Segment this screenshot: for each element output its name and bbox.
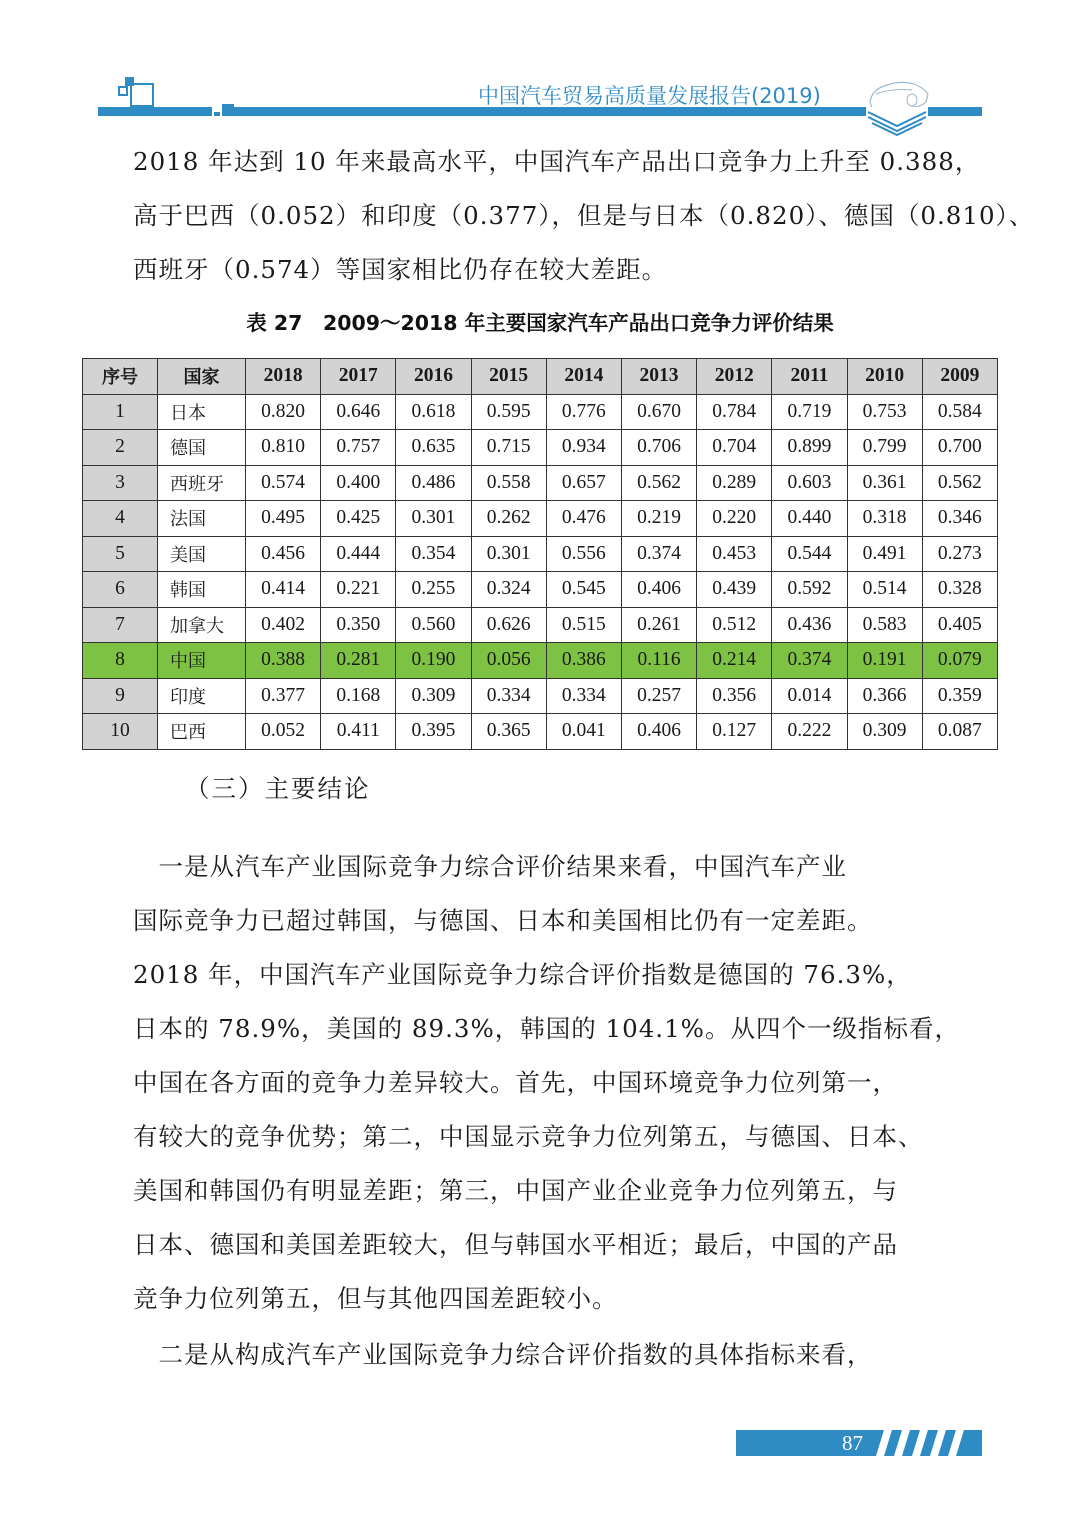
score-cell: 0.706 [621, 430, 696, 466]
country-name: 美国 [158, 536, 246, 572]
country-name: 印度 [158, 678, 246, 714]
score-cell: 0.544 [772, 536, 847, 572]
table-row [83, 572, 998, 608]
column-header: 2014 [546, 359, 621, 395]
body-line-3: 2018 年，中国汽车产业国际竞争力综合评价指数是德国的 76.3%， [133, 960, 912, 989]
header-rule-left [98, 107, 212, 116]
body-line-6: 有较大的竞争优势；第二，中国显示竞争力位列第五，与德国、日本、 [133, 1122, 924, 1151]
body-line-9: 竞争力位列第五，但与其他四国差距较小。 [133, 1284, 618, 1313]
score-cell: 0.495 [246, 501, 321, 537]
score-cell: 0.262 [471, 501, 546, 537]
header-rule-dot [214, 112, 220, 116]
score-cell: 0.405 [922, 607, 997, 643]
score-cell: 0.219 [621, 501, 696, 537]
score-cell: 0.386 [546, 643, 621, 679]
score-cell: 0.261 [621, 607, 696, 643]
score-cell: 0.214 [697, 643, 772, 679]
table-header-row [83, 359, 998, 395]
score-cell: 0.377 [246, 678, 321, 714]
score-cell: 0.168 [321, 678, 396, 714]
body-line-2: 国际竞争力已超过韩国，与德国、日本和美国相比仍有一定差距。 [133, 906, 873, 935]
column-header: 2009 [922, 359, 997, 395]
score-cell: 0.603 [772, 465, 847, 501]
country-name: 中国 [158, 643, 246, 679]
score-cell: 0.301 [396, 501, 471, 537]
row-index: 3 [83, 465, 158, 501]
body-line-10: 二是从构成汽车产业国际竞争力综合评价指数的具体指标来看， [133, 1340, 873, 1369]
score-cell: 0.116 [621, 643, 696, 679]
score-cell: 0.574 [246, 465, 321, 501]
score-cell: 0.366 [847, 678, 922, 714]
score-cell: 0.411 [321, 714, 396, 750]
table-row [83, 465, 998, 501]
score-cell: 0.087 [922, 714, 997, 750]
score-cell: 0.402 [246, 607, 321, 643]
body-line-5: 中国在各方面的竞争力差异较大。首先，中国环境竞争力位列第一， [133, 1068, 898, 1097]
score-cell: 0.646 [321, 394, 396, 430]
score-cell: 0.257 [621, 678, 696, 714]
score-cell: 0.289 [697, 465, 772, 501]
country-name: 德国 [158, 430, 246, 466]
row-index: 7 [83, 607, 158, 643]
report-title: 中国汽车贸易高质量发展报告(2019) [478, 84, 821, 108]
table-row [83, 501, 998, 537]
score-cell: 0.595 [471, 394, 546, 430]
score-cell: 0.700 [922, 430, 997, 466]
intro-line-1: 2018 年达到 10 年来最高水平，中国汽车产品出口竞争力上升至 0.388， [133, 147, 981, 176]
score-cell: 0.439 [697, 572, 772, 608]
row-index: 10 [83, 714, 158, 750]
column-header: 2017 [321, 359, 396, 395]
column-header: 2012 [697, 359, 772, 395]
score-cell: 0.221 [321, 572, 396, 608]
country-name: 日本 [158, 394, 246, 430]
row-index: 4 [83, 501, 158, 537]
score-cell: 0.374 [621, 536, 696, 572]
score-cell: 0.361 [847, 465, 922, 501]
score-cell: 0.318 [847, 501, 922, 537]
score-cell: 0.453 [697, 536, 772, 572]
score-cell: 0.670 [621, 394, 696, 430]
score-cell: 0.820 [246, 394, 321, 430]
score-cell: 0.545 [546, 572, 621, 608]
score-cell: 0.584 [922, 394, 997, 430]
score-cell: 0.440 [772, 501, 847, 537]
score-cell: 0.301 [471, 536, 546, 572]
score-cell: 0.583 [847, 607, 922, 643]
score-cell: 0.562 [621, 465, 696, 501]
column-header: 2016 [396, 359, 471, 395]
row-index: 8 [83, 643, 158, 679]
score-cell: 0.425 [321, 501, 396, 537]
score-cell: 0.356 [697, 678, 772, 714]
score-cell: 0.014 [772, 678, 847, 714]
score-cell: 0.456 [246, 536, 321, 572]
row-index: 5 [83, 536, 158, 572]
score-cell: 0.127 [697, 714, 772, 750]
score-cell: 0.810 [246, 430, 321, 466]
table-caption: 表 27 2009～2018 年主要国家汽车产品出口竞争力评价结果 [246, 311, 834, 335]
score-cell: 0.491 [847, 536, 922, 572]
column-header: 序号 [83, 359, 158, 395]
score-cell: 0.406 [621, 572, 696, 608]
table-row [83, 536, 998, 572]
score-cell: 0.635 [396, 430, 471, 466]
country-name: 加拿大 [158, 607, 246, 643]
score-cell: 0.558 [471, 465, 546, 501]
score-cell: 0.191 [847, 643, 922, 679]
score-cell: 0.255 [396, 572, 471, 608]
country-name: 韩国 [158, 572, 246, 608]
score-cell: 0.556 [546, 536, 621, 572]
column-header: 国家 [158, 359, 246, 395]
score-cell: 0.365 [471, 714, 546, 750]
score-cell: 0.222 [772, 714, 847, 750]
score-cell: 0.657 [546, 465, 621, 501]
car-chevron-icon [862, 72, 932, 136]
score-cell: 0.776 [546, 394, 621, 430]
intro-line-3: 西班牙（0.574）等国家相比仍存在较大差距。 [133, 255, 668, 284]
score-cell: 0.041 [546, 714, 621, 750]
score-cell: 0.354 [396, 536, 471, 572]
body-line-4: 日本的 78.9%，美国的 89.3%，韩国的 104.1%。从四个一级指标看， [133, 1014, 960, 1043]
score-cell: 0.515 [546, 607, 621, 643]
score-cell: 0.273 [922, 536, 997, 572]
score-cell: 0.899 [772, 430, 847, 466]
score-cell: 0.618 [396, 394, 471, 430]
score-cell: 0.281 [321, 643, 396, 679]
score-cell: 0.346 [922, 501, 997, 537]
row-index: 1 [83, 394, 158, 430]
row-index: 2 [83, 430, 158, 466]
country-name: 巴西 [158, 714, 246, 750]
score-cell: 0.374 [772, 643, 847, 679]
competitiveness-table [82, 358, 998, 750]
score-cell: 0.334 [471, 678, 546, 714]
score-cell: 0.334 [546, 678, 621, 714]
column-header: 2011 [772, 359, 847, 395]
score-cell: 0.592 [772, 572, 847, 608]
column-header: 2010 [847, 359, 922, 395]
intro-line-2: 高于巴西（0.052）和印度（0.377），但是与日本（0.820）、德国（0.810）、 [133, 201, 1035, 230]
score-cell: 0.715 [471, 430, 546, 466]
body-line-8: 日本、德国和美国差距较大，但与韩国水平相近；最后，中国的产品 [133, 1230, 898, 1259]
score-cell: 0.406 [621, 714, 696, 750]
table-row [83, 430, 998, 466]
score-cell: 0.626 [471, 607, 546, 643]
score-cell: 0.388 [246, 643, 321, 679]
column-header: 2018 [246, 359, 321, 395]
score-cell: 0.512 [697, 607, 772, 643]
logo-squares-icon [117, 77, 157, 107]
score-cell: 0.799 [847, 430, 922, 466]
score-cell: 0.562 [922, 465, 997, 501]
score-cell: 0.514 [847, 572, 922, 608]
score-cell: 0.395 [396, 714, 471, 750]
score-cell: 0.560 [396, 607, 471, 643]
score-cell: 0.476 [546, 501, 621, 537]
body-line-1: 一是从汽车产业国际竞争力综合评价结果来看，中国汽车产业 [133, 852, 847, 881]
score-cell: 0.324 [471, 572, 546, 608]
table-row [83, 394, 998, 430]
score-cell: 0.704 [697, 430, 772, 466]
score-cell: 0.359 [922, 678, 997, 714]
table-row [83, 643, 998, 679]
score-cell: 0.328 [922, 572, 997, 608]
section-heading: （三）主要结论 [185, 774, 371, 803]
score-cell: 0.414 [246, 572, 321, 608]
score-cell: 0.753 [847, 394, 922, 430]
score-cell: 0.436 [772, 607, 847, 643]
table-row [83, 678, 998, 714]
score-cell: 0.486 [396, 465, 471, 501]
column-header: 2015 [471, 359, 546, 395]
score-cell: 0.350 [321, 607, 396, 643]
score-cell: 0.309 [396, 678, 471, 714]
column-header: 2013 [621, 359, 696, 395]
score-cell: 0.052 [246, 714, 321, 750]
country-name: 西班牙 [158, 465, 246, 501]
row-index: 6 [83, 572, 158, 608]
score-cell: 0.190 [396, 643, 471, 679]
score-cell: 0.079 [922, 643, 997, 679]
score-cell: 0.220 [697, 501, 772, 537]
score-cell: 0.309 [847, 714, 922, 750]
score-cell: 0.400 [321, 465, 396, 501]
table-row [83, 714, 998, 750]
row-index: 9 [83, 678, 158, 714]
page-header [0, 0, 1080, 140]
score-cell: 0.444 [321, 536, 396, 572]
table-row [83, 607, 998, 643]
score-cell: 0.719 [772, 394, 847, 430]
page-number: 87 [842, 1431, 863, 1455]
score-cell: 0.934 [546, 430, 621, 466]
body-line-7: 美国和韩国仍有明显差距；第三，中国产业企业竞争力位列第五，与 [133, 1176, 898, 1205]
score-cell: 0.784 [697, 394, 772, 430]
score-cell: 0.757 [321, 430, 396, 466]
score-cell: 0.056 [471, 643, 546, 679]
country-name: 法国 [158, 501, 246, 537]
